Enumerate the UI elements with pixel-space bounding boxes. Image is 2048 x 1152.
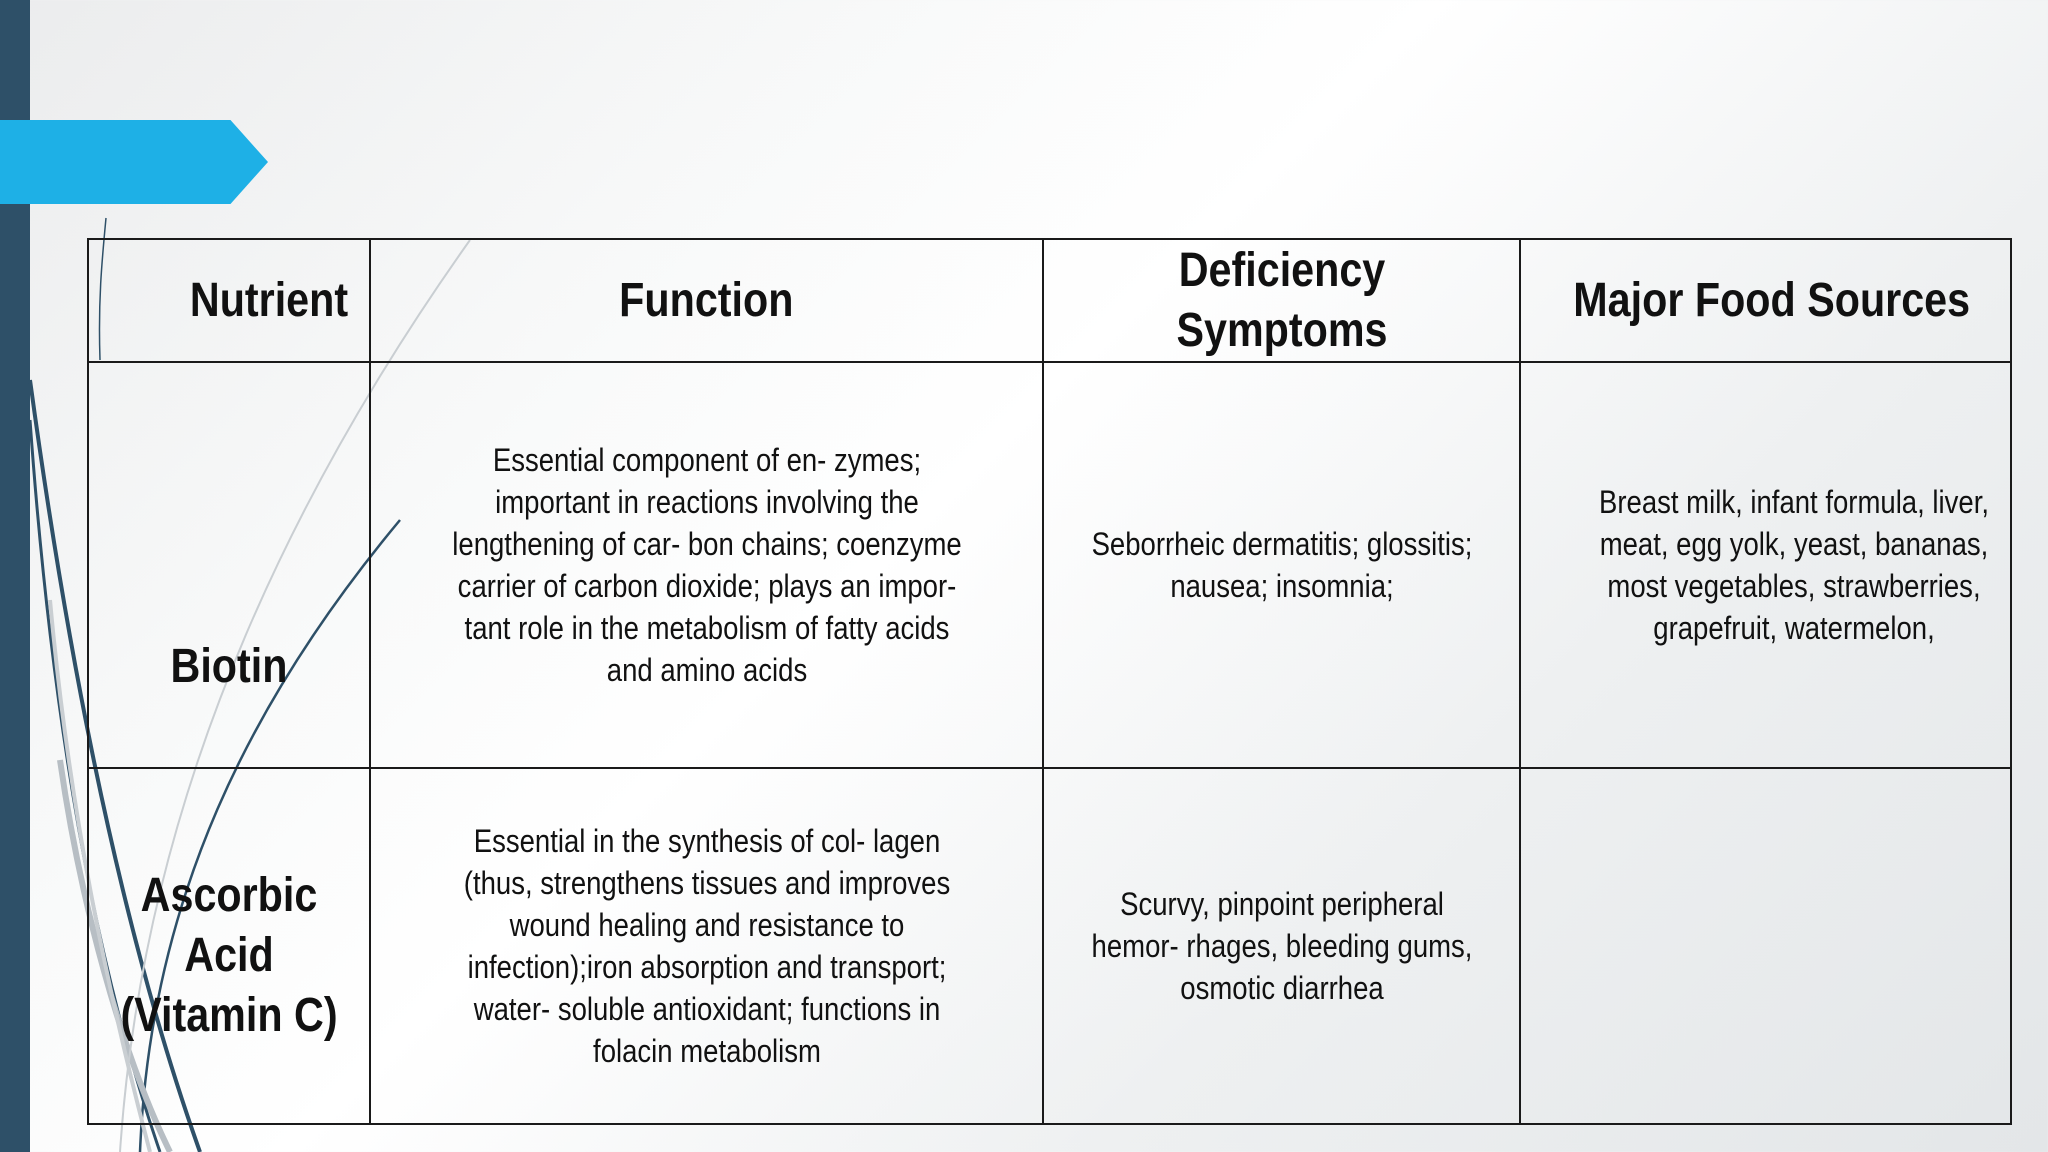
table-row xyxy=(88,362,2011,768)
deficiency-cell: Scurvy, pinpoint peripheral hemor- rhages, bleeding gums, osmotic diarrhea xyxy=(1043,768,1520,1124)
table-row xyxy=(88,768,2011,1124)
table-header-row xyxy=(88,239,2011,362)
header-nutrient: Nutrient xyxy=(88,239,370,362)
nutrient-name: Biotin xyxy=(88,362,370,768)
food-sources-cell xyxy=(1520,768,2011,1124)
nutrient-table xyxy=(87,238,2012,1125)
food-sources-cell: Breast milk, infant formula, liver, meat, egg yolk, yeast, bananas, most vegetables, strawberries, grapefruit, watermelon, xyxy=(1520,362,2011,768)
deficiency-cell: Seborrheic dermatitis; glossitis; nausea; insomnia; xyxy=(1043,362,1520,768)
nutrient-table-container xyxy=(87,238,2010,1069)
header-deficiency-symptoms: Deficiency Symptoms xyxy=(1043,239,1520,362)
arrow-tab-decoration xyxy=(0,120,268,204)
nutrient-name: Ascorbic Acid (Vitamin C) xyxy=(88,768,370,1124)
header-major-food-sources: Major Food Sources xyxy=(1520,239,2011,362)
function-cell: Essential component of en- zymes; important in reactions involving the lengthening of car- bon chains; coenzyme carrier of carbon dioxide; plays an impor- tant role in the metabolism of fatty acids and amino acids xyxy=(370,362,1043,768)
function-cell: Essential in the synthesis of col- lagen (thus, strengthens tissues and improves wound healing and resistance to infection);iron absorption and transport; water- soluble antioxidant; functions in folacin metabolism xyxy=(370,768,1043,1124)
header-function: Function xyxy=(370,239,1043,362)
